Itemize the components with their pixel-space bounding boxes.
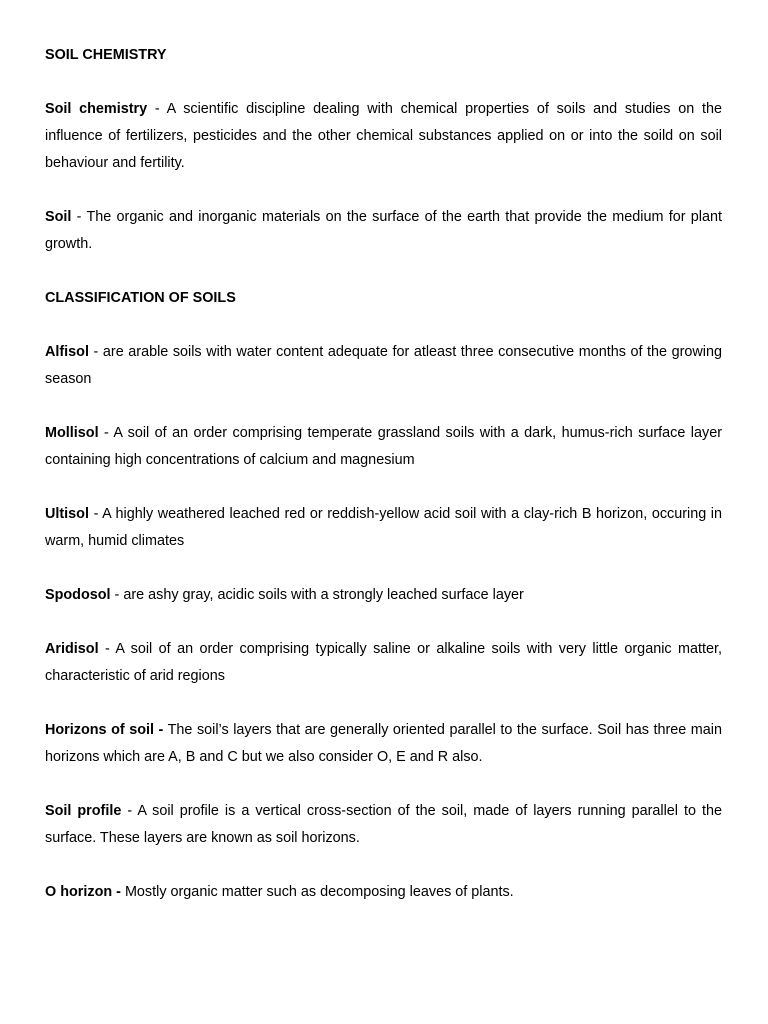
definition-aridisol — [45, 636, 722, 690]
definition-text: A scientific discipline dealing with chemical properties of soils and studies on the influence of fertilizers, pesticides and the other chemical substances applied on or into the soild on soil behaviour and fertility. — [45, 101, 723, 171]
definition-text: A soil of an order comprising typically saline or alkaline soils with very little organic matter, characteristic of arid regions — [45, 641, 722, 684]
definition-text: The organic and inorganic materials on the surface of the earth that provide the medium for plant growth. — [45, 209, 722, 252]
definition-term: Soil — [45, 209, 72, 225]
definition-text: are ashy gray, acidic soils with a strongly leached surface layer — [123, 587, 524, 603]
definition-text: are arable soils with water content adequate for atleast three consecutive months of the growing season — [45, 344, 722, 387]
spacer — [45, 555, 722, 582]
spacer — [45, 771, 722, 798]
definition-alfisol — [45, 339, 722, 393]
definition-separator: - — [98, 641, 116, 657]
definition-separator: - — [71, 209, 87, 225]
definition-horizons-of-soil — [45, 717, 722, 771]
definition-separator: - — [88, 344, 103, 360]
definition-term: Spodosol — [45, 587, 111, 603]
definition-soil-chemistry — [45, 96, 722, 177]
spacer — [45, 690, 722, 717]
definition-term: Ultisol — [45, 506, 89, 522]
definition-text: A soil profile is a vertical cross-section of the soil, made of layers running parallel to the surface. These layers are known as soil horizons. — [45, 803, 722, 846]
definition-text: A highly weathered leached red or reddish-yellow acid soil with a clay-rich B horizon, occuring in warm, humid climates — [45, 506, 722, 549]
definition-separator: - — [88, 506, 103, 522]
spacer — [45, 852, 722, 879]
spacer — [45, 177, 722, 204]
definition-o-horizon — [45, 879, 722, 906]
definition-soil — [45, 204, 722, 258]
definition-separator: - — [147, 101, 167, 117]
definition-term: Soil profile — [45, 803, 122, 819]
definition-soil-profile — [45, 798, 722, 852]
definition-term: Mollisol — [45, 425, 99, 441]
spacer — [45, 393, 722, 420]
section-heading: CLASSIFICATION OF SOILS — [45, 290, 236, 306]
definition-term: Aridisol — [45, 641, 99, 657]
spacer — [45, 474, 722, 501]
definition-text: Mostly organic matter such as decomposing leaves of plants. — [124, 884, 514, 900]
definition-term: Alfisol — [45, 344, 89, 360]
definition-term: Horizons of soil - — [45, 722, 164, 738]
spacer — [45, 609, 722, 636]
definition-separator: - — [110, 587, 124, 603]
definition-term: Soil chemistry — [45, 101, 148, 117]
definition-text: The soil’s layers that are generally oriented parallel to the surface. Soil has three main horizons which are A, B and C but we also consider O, E and R also. — [45, 722, 722, 765]
document-page — [45, 42, 722, 906]
definition-mollisol — [45, 420, 722, 474]
definition-separator: - — [98, 425, 114, 441]
definition-term: O horizon - — [45, 884, 121, 900]
definition-separator: - — [121, 803, 138, 819]
spacer — [45, 258, 722, 285]
definition-ultisol — [45, 501, 722, 555]
spacer — [45, 312, 722, 339]
document-title: SOIL CHEMISTRY — [45, 47, 167, 63]
spacer — [45, 69, 722, 96]
definition-text: A soil of an order comprising temperate grassland soils with a dark, humus-rich surface layer containing high concentrations of calcium and magnesium — [45, 425, 722, 468]
definition-spodosol — [45, 582, 722, 609]
